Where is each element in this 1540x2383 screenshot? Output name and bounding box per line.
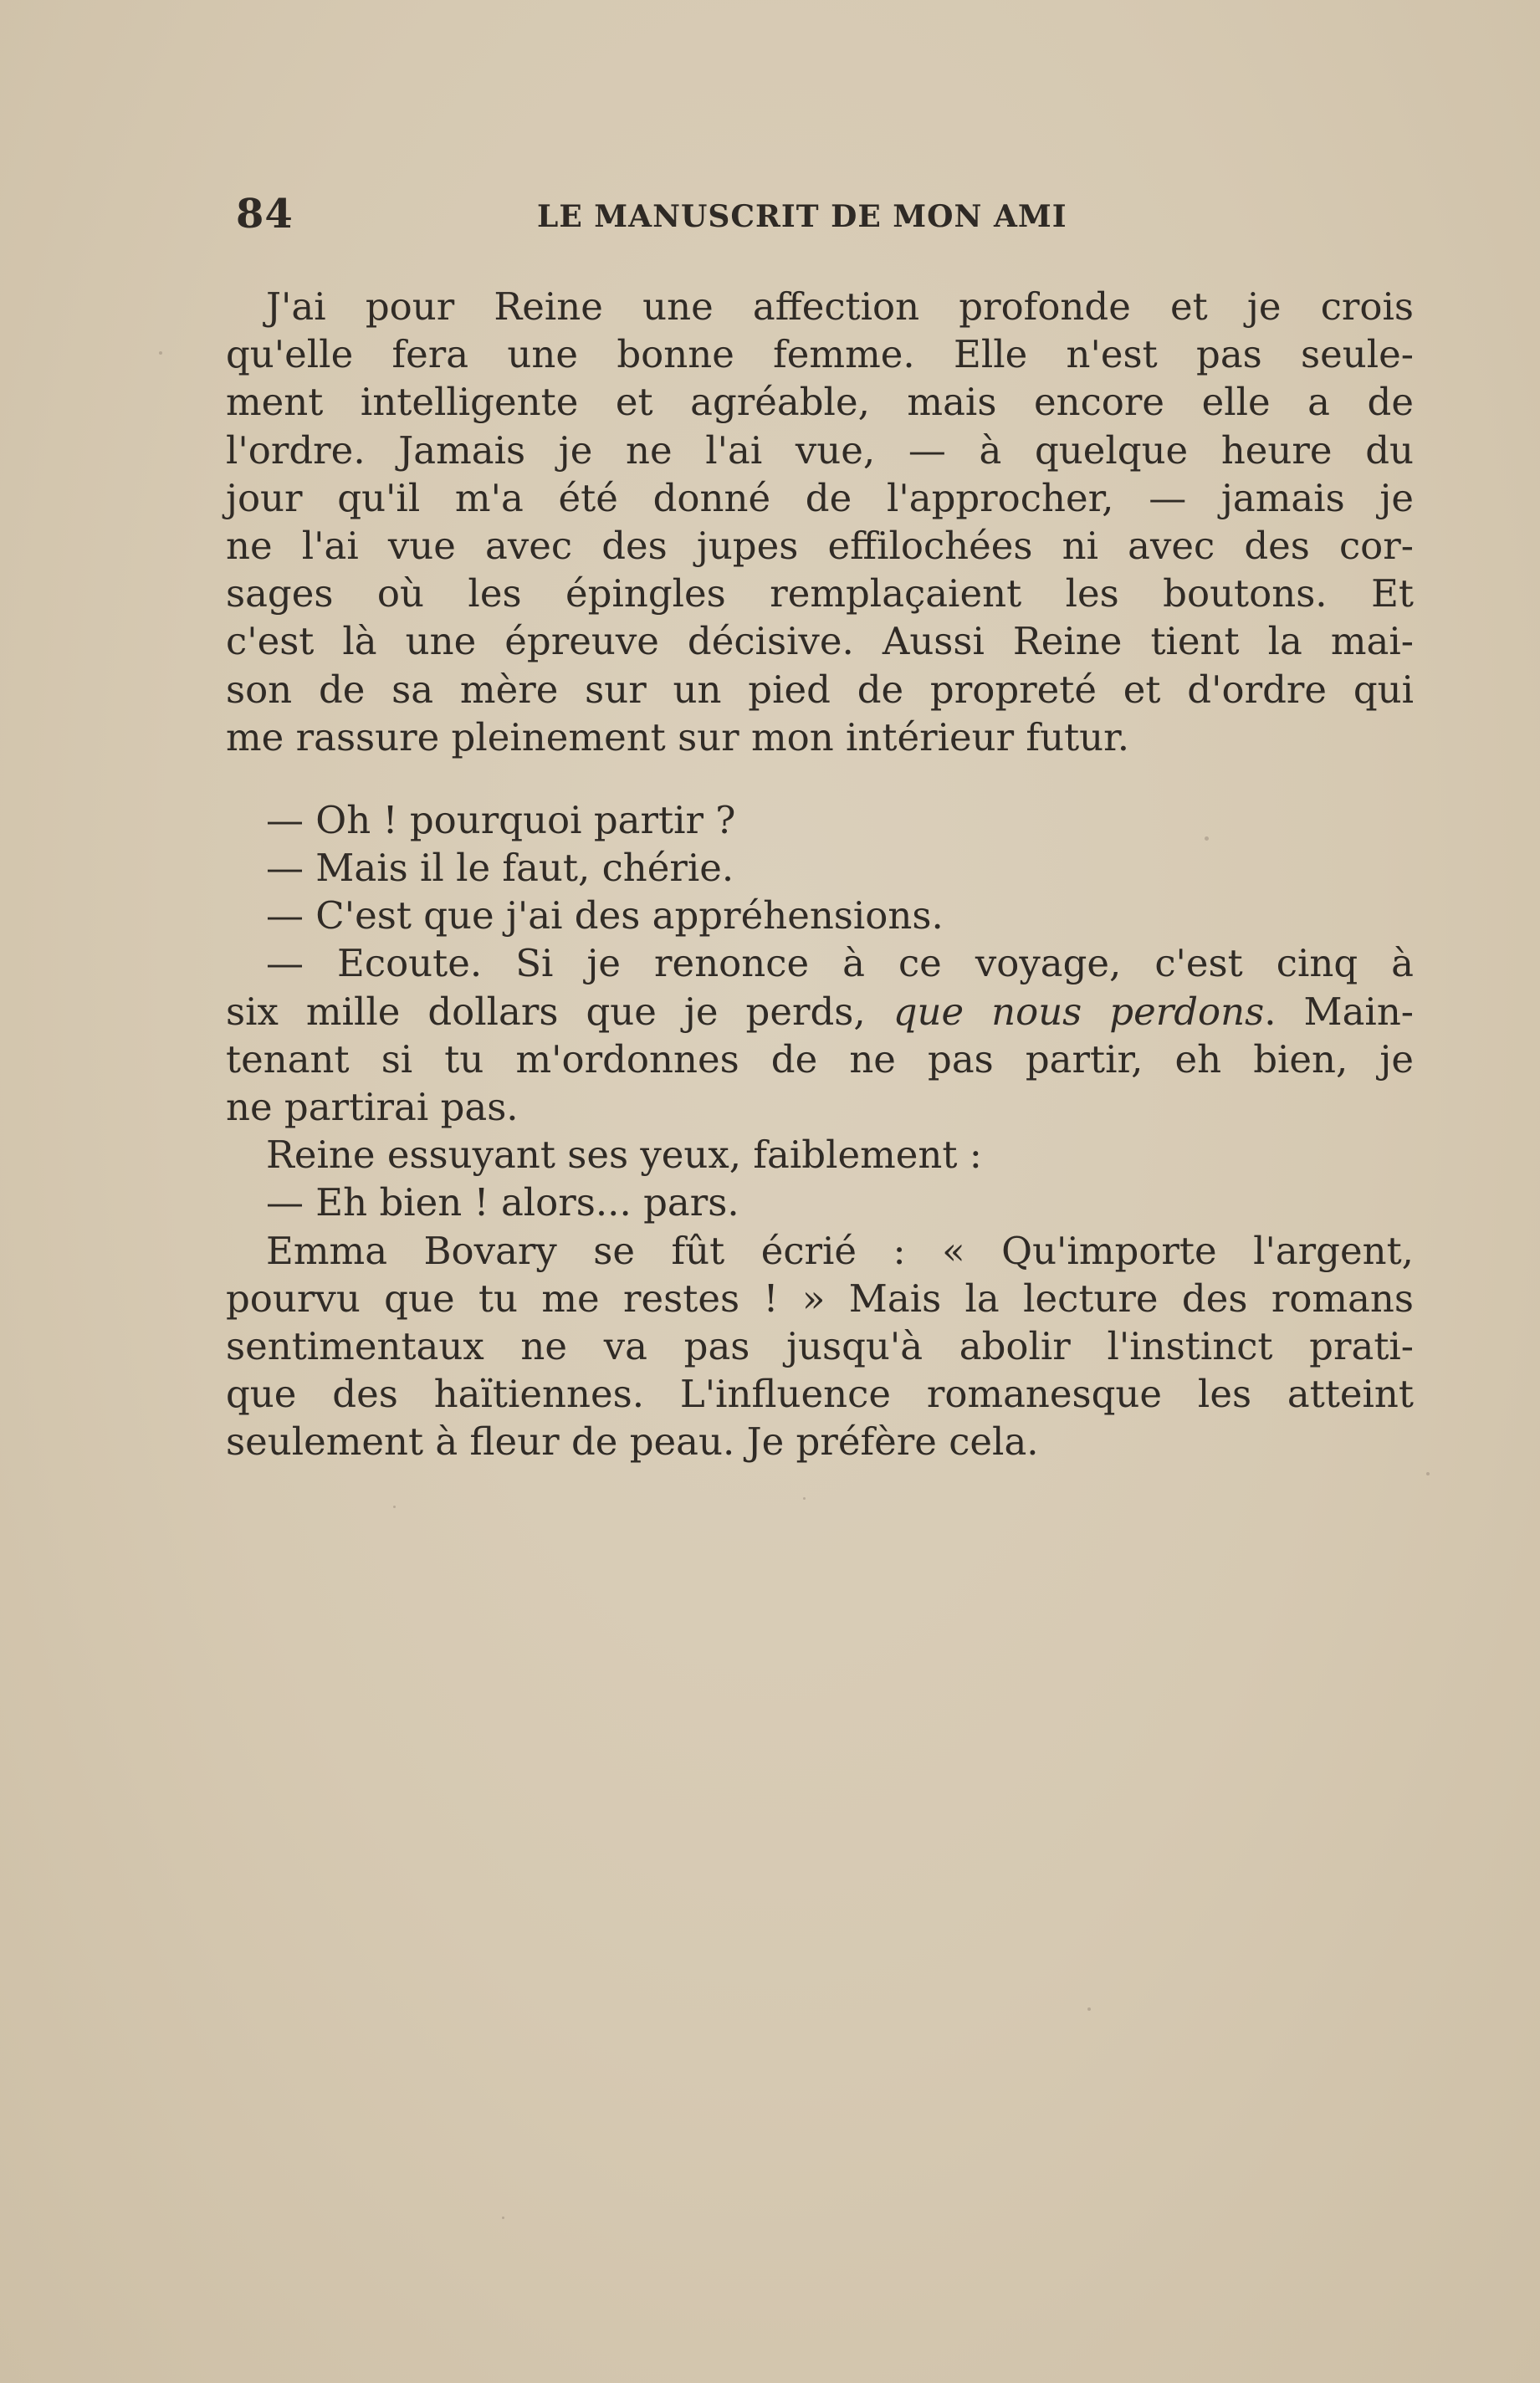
paragraph2-line: que des haïtiennes. L'influence romanesque les atteint bbox=[226, 1372, 1414, 1417]
paragraph1-line: c'est là une épreuve décisive. Aussi Reine tient la mai- bbox=[226, 619, 1414, 664]
paragraph2-line: sentimentaux ne va pas jusqu'à abolir l'instinct prati- bbox=[226, 1323, 1414, 1368]
paper-speckle bbox=[1087, 2007, 1091, 2011]
paragraph1-line: J'ai pour Reine une affection profonde et je crois bbox=[266, 284, 1414, 329]
paragraph1-line: son de sa mère sur un pied de propreté et d'ordre qui bbox=[226, 667, 1414, 712]
dialogue-line bbox=[226, 988, 1414, 1036]
dialogue-line: tenant si tu m'ordonnes de ne pas partir, eh bien, je bbox=[226, 1036, 1414, 1082]
section-gap bbox=[226, 761, 1414, 796]
paragraph1-line: ne l'ai vue avec des jupes effilochées ni avec des cor- bbox=[226, 523, 1414, 568]
paper-speckle bbox=[159, 351, 162, 355]
paragraph1-line: ment intelligente et agréable, mais encore elle a de bbox=[226, 380, 1414, 425]
page-number: 84 bbox=[236, 191, 294, 238]
dialogue-line: ne partirai pas. bbox=[226, 1085, 519, 1129]
page-header bbox=[236, 191, 1106, 249]
paragraph2-line: Emma Bovary se fût écrié : « Qu'importe l'argent, bbox=[266, 1228, 1414, 1273]
dialogue-line: — Eh bien ! alors... pars. bbox=[266, 1180, 739, 1225]
paragraph1-line: qu'elle fera une bonne femme. Elle n'est pas seule- bbox=[226, 332, 1414, 377]
paper-speckle bbox=[1205, 836, 1209, 841]
paper-speckle bbox=[803, 1497, 806, 1500]
paragraph1-line: l'ordre. Jamais je ne l'ai vue, — à quelque heure du bbox=[226, 427, 1414, 473]
dialogue-line: — Ecoute. Si je renonce à ce voyage, c'est cinq à bbox=[266, 941, 1414, 986]
paper-speckle bbox=[502, 2217, 504, 2219]
paragraph2-line: seulement à fleur de peau. Je préfère cela. bbox=[226, 1419, 1039, 1465]
dialogue-italic: que nous perdons bbox=[893, 989, 1265, 1034]
dialogue-line: — Oh ! pourquoi partir ? bbox=[266, 797, 736, 842]
dialogue-text: . Main- bbox=[1264, 989, 1415, 1034]
dialogue-text: six mille dollars que je perds, bbox=[226, 989, 893, 1034]
paragraph1-line: me rassure pleinement sur mon intérieur futur. bbox=[226, 714, 1129, 759]
dialogue-line: — C'est que j'ai des appréhensions. bbox=[266, 893, 944, 938]
paragraph2-line: pourvu que tu me restes ! » Mais la lecture des romans bbox=[226, 1276, 1414, 1321]
paper-speckle bbox=[393, 1506, 396, 1508]
paragraph1-line: sages où les épingles remplaçaient les boutons. Et bbox=[226, 571, 1414, 616]
paper-speckle bbox=[1426, 1472, 1430, 1475]
paragraph1-line: jour qu'il m'a été donné de l'approcher, — jamais je bbox=[226, 475, 1414, 520]
dialogue-line: — Mais il le faut, chérie. bbox=[266, 846, 734, 891]
running-title: LE MANUSCRIT DE MON AMI bbox=[537, 199, 1067, 234]
body-text bbox=[226, 283, 1414, 1466]
dialogue-line: Reine essuyant ses yeux, faiblement : bbox=[266, 1133, 982, 1178]
